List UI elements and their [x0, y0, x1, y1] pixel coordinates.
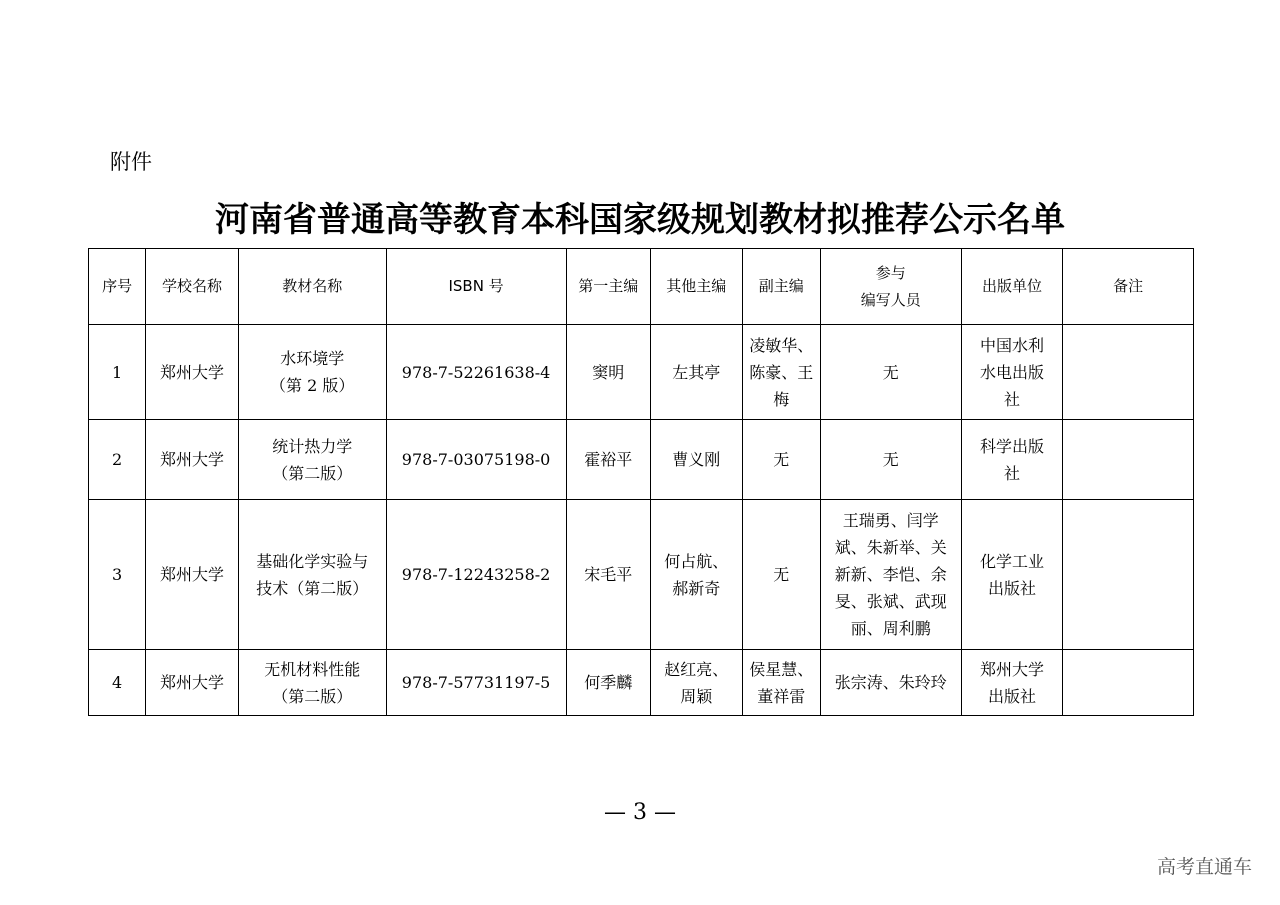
page-number: — 3 —: [604, 800, 676, 825]
header-publisher: 出版单位: [961, 249, 1063, 325]
cell-remarks: [1063, 500, 1194, 650]
header-isbn: ISBN 号: [386, 249, 566, 325]
table-row: [89, 420, 1194, 500]
cell-other-editors: [651, 650, 742, 716]
cell-deputy-editors: [742, 420, 820, 500]
publisher-line: 化学工业: [979, 551, 1044, 571]
header-participants-line2: 编写人员: [860, 290, 921, 309]
deputy-editors-line: 无: [773, 565, 790, 584]
cell-textbook: [238, 500, 386, 650]
header-seq: 序号: [89, 249, 146, 325]
cell-textbook: [238, 325, 386, 420]
other-editors-line: 左其亭: [672, 362, 721, 382]
cell-first-editor: 窦明: [566, 325, 650, 420]
publisher-line: 出版社: [987, 686, 1036, 706]
other-editors-line: 周颖: [680, 686, 713, 706]
cell-publisher: [961, 500, 1063, 650]
cell-seq: 3: [89, 500, 146, 650]
cell-participants: [820, 650, 961, 716]
header-textbook: 教材名称: [238, 249, 386, 325]
publisher-line: 社: [1003, 389, 1020, 409]
participants-line: 丽、周利鹏: [850, 619, 931, 638]
header-remarks: 备注: [1063, 249, 1194, 325]
table-row: [89, 650, 1194, 716]
attachment-label: 附件: [110, 150, 152, 174]
participants-line: 张宗涛、朱玲玲: [834, 673, 947, 692]
deputy-editors-line: 凌敏华、: [749, 335, 814, 355]
deputy-editors-line: 梅: [773, 389, 790, 409]
cell-other-editors: [651, 325, 742, 420]
publisher-line: 社: [1003, 463, 1020, 483]
other-editors-line: 曹义刚: [672, 450, 721, 469]
cell-isbn: 978-7-03075198-0: [386, 420, 566, 500]
cell-deputy-editors: [742, 500, 820, 650]
cell-textbook: [238, 420, 386, 500]
textbook-line: 基础化学实验与: [256, 551, 369, 571]
cell-other-editors: [651, 500, 742, 650]
publisher-line: 科学出版: [979, 436, 1044, 456]
deputy-editors-line: 侯星慧、: [749, 659, 814, 679]
cell-school: 郑州大学: [146, 325, 239, 420]
cell-remarks: [1063, 325, 1194, 420]
table-row: [89, 325, 1194, 420]
cell-first-editor: 宋毛平: [566, 500, 650, 650]
cell-school: 郑州大学: [146, 500, 239, 650]
watermark: 高考直通车: [1156, 856, 1252, 878]
other-editors-line: 赵红亮、: [664, 659, 729, 679]
publisher-line: 中国水利: [979, 335, 1044, 355]
cell-remarks: [1063, 420, 1194, 500]
cell-remarks: [1063, 650, 1194, 716]
cell-first-editor: 霍裕平: [566, 420, 650, 500]
header-deputy-editors: 副主编: [742, 249, 820, 325]
textbook-line: （第 2 版）: [270, 376, 355, 395]
textbook-line: 技术（第二版）: [256, 578, 369, 598]
participants-line: 王瑞勇、闫学: [842, 511, 939, 530]
cell-participants: [820, 500, 961, 650]
participants-line: 斌、朱新举、关: [834, 538, 947, 557]
cell-isbn: 978-7-57731197-5: [386, 650, 566, 716]
publisher-line: 出版社: [987, 578, 1036, 598]
cell-seq: 2: [89, 420, 146, 500]
participants-line: 新新、李恺、余: [834, 565, 947, 584]
cell-participants: [820, 325, 961, 420]
cell-publisher: [961, 325, 1063, 420]
cell-first-editor: 何季麟: [566, 650, 650, 716]
cell-deputy-editors: [742, 650, 820, 716]
other-editors-line: 郝新奇: [672, 578, 721, 598]
publisher-line: 郑州大学: [979, 659, 1044, 679]
cell-participants: [820, 420, 961, 500]
participants-line: 旻、张斌、武现: [834, 592, 947, 611]
header-other-editors: 其他主编: [651, 249, 742, 325]
cell-isbn: 978-7-52261638-4: [386, 325, 566, 420]
publisher-line: 水电出版: [979, 362, 1044, 382]
document-title: 河南省普通高等教育本科国家级规划教材拟推荐公示名单: [215, 200, 1065, 240]
textbook-line: 无机材料性能: [264, 659, 361, 679]
header-first-editor: 第一主编: [566, 249, 650, 325]
participants-line: 无: [882, 362, 899, 382]
textbook-line: 统计热力学: [272, 436, 353, 456]
cell-other-editors: [651, 420, 742, 500]
header-participants-line1: 参与: [875, 263, 906, 282]
deputy-editors-line: 无: [773, 450, 790, 469]
cell-publisher: [961, 650, 1063, 716]
other-editors-line: 何占航、: [664, 551, 729, 571]
participants-line: 无: [882, 450, 899, 469]
table-header-row: [89, 249, 1194, 325]
cell-isbn: 978-7-12243258-2: [386, 500, 566, 650]
textbook-line: （第二版）: [272, 463, 353, 483]
table-row: [89, 500, 1194, 650]
cell-school: 郑州大学: [146, 420, 239, 500]
cell-publisher: [961, 420, 1063, 500]
cell-textbook: [238, 650, 386, 716]
textbook-line: （第二版）: [272, 686, 353, 706]
deputy-editors-line: 陈豪、王: [749, 362, 814, 382]
deputy-editors-line: 董祥雷: [757, 686, 806, 706]
header-participants: [820, 249, 961, 325]
textbook-table: [88, 248, 1194, 716]
cell-seq: 4: [89, 650, 146, 716]
textbook-line: 水环境学: [280, 349, 345, 368]
cell-seq: 1: [89, 325, 146, 420]
cell-deputy-editors: [742, 325, 820, 420]
header-school: 学校名称: [146, 249, 239, 325]
cell-school: 郑州大学: [146, 650, 239, 716]
